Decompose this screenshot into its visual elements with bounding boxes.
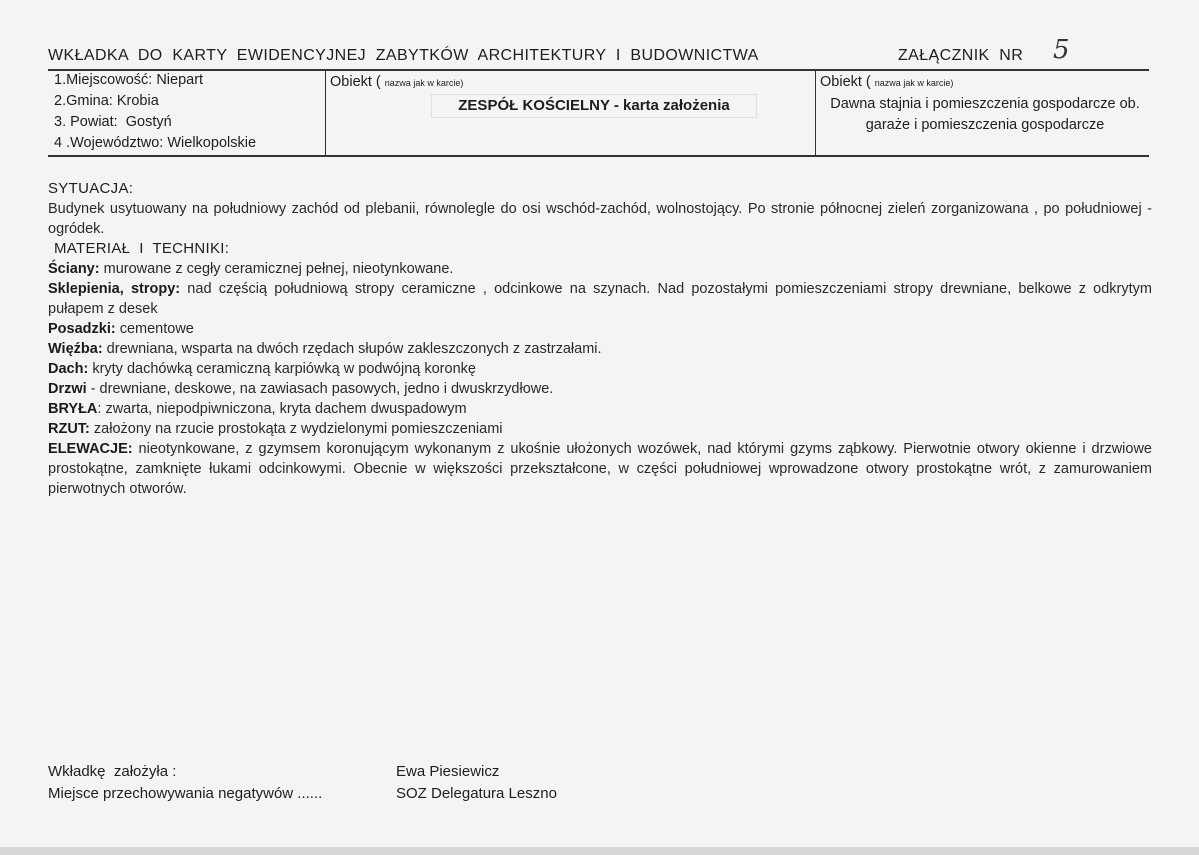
attachment-number: 5	[1053, 35, 1070, 65]
dach-label: Dach:	[48, 361, 89, 377]
attachment-label: ZAŁĄCZNIK NR	[898, 47, 1024, 64]
sytuacja-heading: SYTUACJA:	[48, 180, 134, 197]
location-cell	[54, 70, 319, 154]
posadzki-text: cementowe	[115, 321, 194, 337]
rzut-line	[48, 419, 1152, 439]
bryla-label: BRYŁA	[48, 401, 98, 417]
miejsce-label: Miejsce przechowywania negatywów ......	[48, 785, 323, 802]
sciany-text: murowane z cegły ceramicznej pełnej, nieotynkowane.	[99, 261, 454, 277]
object-detail-label: Obiekt (	[820, 74, 871, 90]
object-main-label: Obiekt (	[330, 74, 381, 90]
material-heading: MATERIAŁ I TECHNIKI:	[54, 240, 230, 257]
table-divider-1	[325, 70, 326, 156]
miejscowosc-field: 1.Miejscowość: Niepart	[54, 72, 204, 88]
sytuacja-text: Budynek usytuowany na południowy zachód od plebanii, równolegle do osi wschód-zachód, wolnostojący. Po stronie północnej zieleń zorganizowana , po południowej - ogródek.	[48, 201, 1152, 237]
document-header	[48, 35, 1070, 65]
wiezba-text: drewniana, wsparta na dwóch rzędach słupów zakleszczonych z zastrzałami.	[102, 341, 602, 357]
bryla-text: : zwarta, niepodpiwniczona, kryta dachem dwuspadowym	[97, 401, 467, 417]
object-detail-cell	[820, 72, 1150, 136]
sciany-label: Ściany:	[48, 261, 100, 277]
object-detail-hint: nazwa jak w karcie)	[874, 78, 954, 88]
description-body	[48, 179, 1152, 499]
posadzki-label: Posadzki:	[48, 321, 116, 337]
zalozyla-value: Ewa Piesiewicz	[396, 763, 500, 780]
object-main-name: ZESPÓŁ KOŚCIELNY - karta założenia	[431, 94, 757, 118]
drzwi-label: Drzwi	[48, 381, 87, 397]
bryla-line	[48, 399, 1152, 419]
scan-edge	[0, 847, 1199, 855]
elewacje-text: nieotynkowane, z gzymsem koronującym wykonanym z ukośnie ułożonych wozówek, nad którymi gzyms ząbkowy. Pierwotnie otwory okienne i drzwiowe prostokątne, zamknięte łukami odcinkowymi. Obecnie w większości przekształcone, w części południowej wprowadzone otwory prostokątne wrót, z zamurowaniem pierwotnych otworów.	[48, 441, 1152, 497]
sklepienia-text: nad częścią południową stropy ceramiczne , odcinkowe na szynach. Nad pozostałymi pomieszczeniami stropy drewniane, belkowe z odkrytym pułapem z desek	[48, 281, 1152, 317]
object-detail-name: Dawna stajnia i pomieszczenia gospodarcze ob. garaże i pomieszczenia gospodarcze	[830, 96, 1140, 133]
drzwi-line	[48, 379, 1152, 399]
sklepienia-line	[48, 279, 1152, 319]
object-main-cell	[330, 72, 810, 94]
wiezba-line	[48, 339, 1152, 359]
gmina-field: 2.Gmina: Krobia	[54, 93, 159, 109]
table-divider-2	[815, 70, 816, 156]
dach-line	[48, 359, 1152, 379]
rzut-label: RZUT:	[48, 421, 90, 437]
rzut-text: założony na rzucie prostokąta z wydzielonymi pomieszczeniami	[89, 421, 503, 437]
wiezba-label: Więźba:	[48, 341, 103, 357]
object-main-hint: nazwa jak w karcie)	[384, 78, 464, 88]
drzwi-text: - drewniane, deskowe, na zawiasach pasowych, jedno i dwuskrzydłowe.	[86, 381, 554, 397]
zalozyla-label: Wkładkę założyła :	[48, 763, 177, 780]
dach-text: kryty dachówką ceramiczną karpiówką w podwójną koronkę	[88, 361, 476, 377]
sciany-line	[48, 259, 1152, 279]
powiat-field: 3. Powiat: Gostyń	[54, 114, 172, 130]
table-bottom-rule	[48, 155, 1149, 157]
sklepienia-label: Sklepienia, stropy:	[48, 281, 181, 297]
document-title: WKŁADKA DO KARTY EWIDENCYJNEJ ZABYTKÓW ARCHITEKTURY I BUDOWNICTWA	[48, 47, 759, 64]
wojewodztwo-field: 4 .Województwo: Wielkopolskie	[54, 135, 257, 151]
elewacje-label: ELEWACJE:	[48, 441, 133, 457]
posadzki-line	[48, 319, 1152, 339]
elewacje-line	[48, 439, 1152, 499]
document-footer	[48, 761, 557, 805]
miejsce-value: SOZ Delegatura Leszno	[396, 785, 557, 802]
